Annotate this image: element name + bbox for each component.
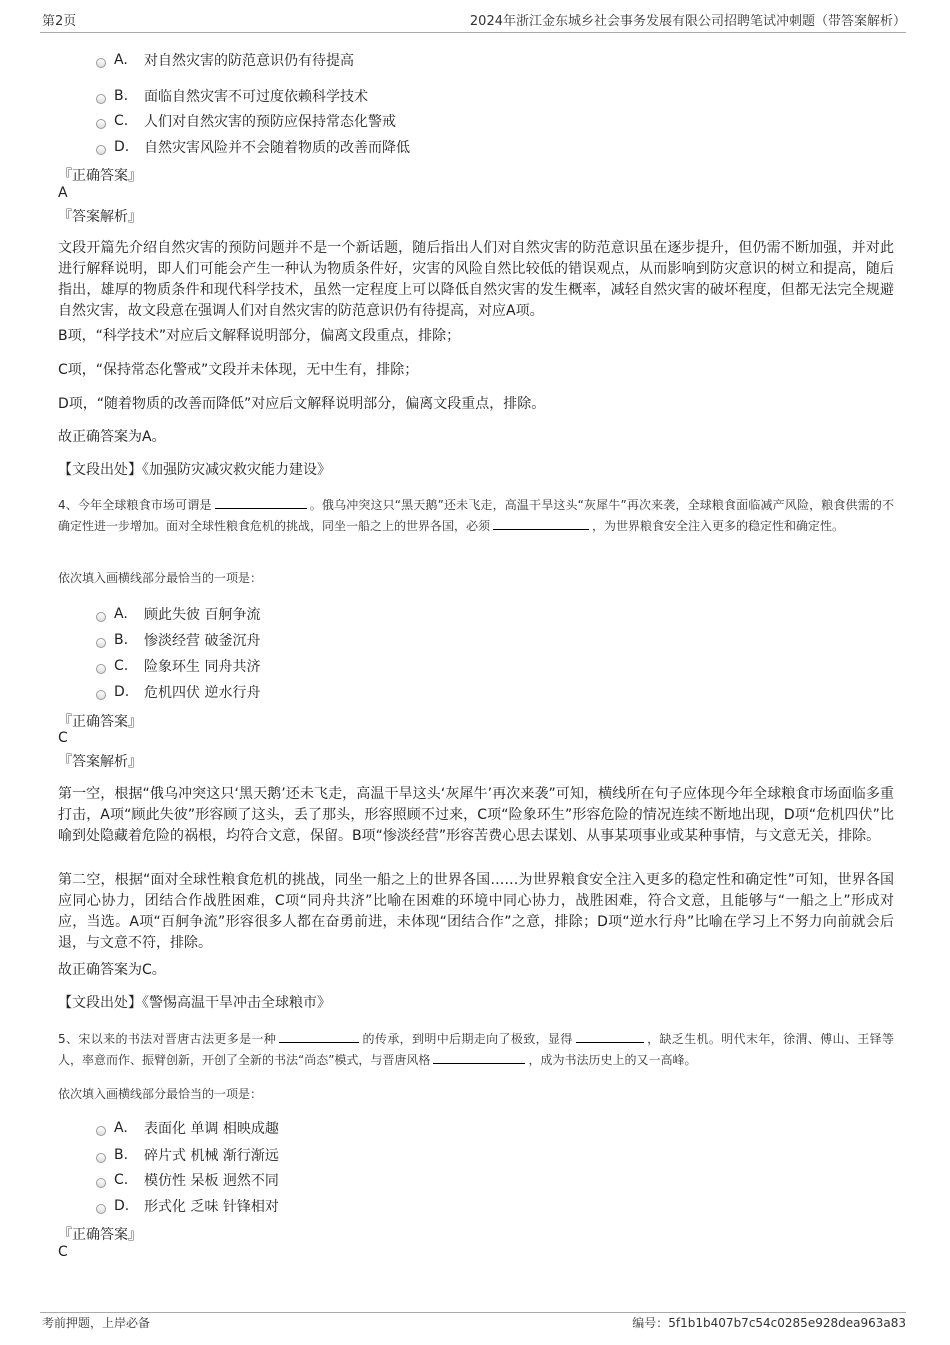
analysis-paragraph: C项，“保持常态化警戒”文段并未体现，无中生有，排除； <box>58 362 419 378</box>
answer-blank <box>433 1051 525 1064</box>
option-b[interactable] <box>96 86 368 106</box>
answer-blank <box>279 1030 359 1043</box>
option-c[interactable] <box>96 111 396 131</box>
option-text: 形式化 乏味 针锋相对 <box>144 1199 279 1215</box>
option-text: 顾此失彼 百舸争流 <box>144 607 261 623</box>
answer-blank <box>576 1030 644 1043</box>
analysis-label: 『答案解析』 <box>58 754 142 770</box>
option-d[interactable] <box>96 137 410 157</box>
document-title: 2024年浙江金东城乡社会事务发展有限公司招聘笔试冲刺题（带答案解析） <box>469 14 906 29</box>
stem-text: 。俄乌冲突这只“黑天鹅”还未飞走，高温干旱这头“灰犀牛”再次来袭，全球粮食面临减产风险，粮食供需的不确定性进一步增加。面对全球性粮食危机的挑战，同坐一船之上的世界各国，必须 <box>58 498 894 533</box>
analysis-paragraph: 第二空，根据“面对全球性粮食危机的挑战，同坐一船之上的世界各国……为世界粮食安全注入更多的稳定性和确定性”可知，世界各国应同心协力，团结合作战胜困难，C项“同舟共济”比喻在困难的环境中同心协力，战胜困难，符合文意，且能够与“一船之上”形成对应，当选。A项“百舸争流”形容很多人都在奋勇前进，未体现“团结合作”之意，排除；D项“逆水行舟”比喻在学习上不努力向前就会后退，与文意不符，排除。 <box>58 872 894 951</box>
option-text: 自然灾害风险并不会随着物质的改善而降低 <box>144 140 410 156</box>
radio-icon[interactable] <box>96 1126 106 1136</box>
option-text: 碎片式 机械 渐行渐远 <box>144 1148 279 1164</box>
analysis-paragraph: 第一空，根据“俄乌冲突这只‘黑天鹅’还未飞走，高温干旱这头‘灰犀牛’再次来袭”可知，横线所在句子应体现今年全球粮食市场面临多重打击，A项“顾此失彼”形容顾了这头，丢了那头，形容照顾不过来，C项“险象环生”形容危险的情况连续不断地出现，D项“危机四伏”比喻到处隐藏着危险的祸根，均符合文意，保留。B项“惨淡经营”形容苦费心思去谋划、从事某项事业或某种事情，与文意无关，排除。 <box>58 786 894 844</box>
radio-icon[interactable] <box>96 1204 106 1214</box>
stem-text: 5、宋以来的书法对晋唐古法更多是一种 <box>58 1032 277 1046</box>
option-key: C. <box>114 1172 129 1188</box>
option-key: B. <box>114 632 129 648</box>
option-key: B. <box>114 1147 129 1163</box>
footer-code <box>632 1314 906 1331</box>
option-d[interactable] <box>96 1196 279 1216</box>
option-b[interactable] <box>96 1145 279 1165</box>
question-5-stem <box>58 1029 894 1071</box>
radio-icon[interactable] <box>96 690 106 700</box>
option-key: D. <box>114 684 130 700</box>
source-citation: 【文段出处】《警惕高温干旱冲击全球粮市》 <box>58 995 331 1011</box>
radio-icon[interactable] <box>96 664 106 674</box>
analysis-paragraph: B项，“科学技术”对应后文解释说明部分，偏离文段重点，排除； <box>58 328 461 344</box>
option-a[interactable] <box>96 1118 279 1138</box>
stem-text: ，为世界粮食安全注入更多的稳定性和确定性。 <box>592 519 845 533</box>
radio-icon[interactable] <box>96 1178 106 1188</box>
option-text: 惨淡经营 破釜沉舟 <box>144 633 261 649</box>
option-text: 面临自然灾害不可过度依赖科学技术 <box>144 89 368 105</box>
option-text: 人们对自然灾害的预防应保持常态化警戒 <box>144 114 396 130</box>
question-4-stem <box>58 495 894 537</box>
correct-answer: A <box>58 185 68 201</box>
option-c[interactable] <box>96 1170 279 1190</box>
stem-text: 4、今年全球粮食市场可谓是 <box>58 498 212 512</box>
footer-divider <box>40 1312 906 1313</box>
stem-text: ，成为书法历史上的又一高峰。 <box>528 1053 697 1067</box>
option-key: C. <box>114 113 129 129</box>
option-text: 对自然灾害的防范意识仍有待提高 <box>144 53 354 69</box>
radio-icon[interactable] <box>96 612 106 622</box>
answer-blank <box>215 496 307 509</box>
option-text: 表面化 单调 相映成趣 <box>144 1121 279 1137</box>
analysis-paragraph: 文段开篇先介绍自然灾害的预防问题并不是一个新话题，随后指出人们对自然灾害的防范意识虽在逐步提升，但仍需不断加强，并对此进行解释说明，即人们可能会产生一种认为物质条件好，灾害的风险自然比较低的错误观点，从而影响到防灾意识的树立和提高，随后指出，雄厚的物质条件和现代科学技术，虽然一定程度上可以降低自然灾害的发生概率，减轻自然灾害的破坏程度，但都无法完全规避自然灾害，故文段意在强调人们对自然灾害的防范意识仍有待提高，对应A项。 <box>58 240 894 319</box>
option-b[interactable] <box>96 630 260 650</box>
correct-answer-label: 『正确答案』 <box>58 168 142 184</box>
correct-answer-label: 『正确答案』 <box>58 714 142 730</box>
analysis-conclusion: 故正确答案为C。 <box>58 962 166 978</box>
radio-icon[interactable] <box>96 638 106 648</box>
option-text: 险象环生 同舟共济 <box>144 659 261 675</box>
option-key: B. <box>114 88 129 104</box>
question-prompt: 依次填入画横线部分最恰当的一项是： <box>58 571 263 585</box>
code-label: 编号： <box>632 1316 669 1330</box>
question-prompt: 依次填入画横线部分最恰当的一项是： <box>58 1087 263 1101</box>
option-key: A. <box>114 52 128 68</box>
option-d[interactable] <box>96 682 260 702</box>
radio-icon[interactable] <box>96 58 106 68</box>
source-citation: 【文段出处】《加强防灾减灾救灾能力建设》 <box>58 462 331 478</box>
header-divider <box>40 32 906 33</box>
option-key: A. <box>114 1120 128 1136</box>
analysis-conclusion: 故正确答案为A。 <box>58 429 166 445</box>
stem-text: ，缺乏生机。明代末年，徐渭、傅山、王铎等人，率意而作、振臂创新，开创了全新的书法“尚态”模式，与晋唐风格 <box>58 1032 894 1067</box>
option-a[interactable] <box>96 50 354 70</box>
option-key: C. <box>114 658 129 674</box>
radio-icon[interactable] <box>96 1153 106 1163</box>
option-text: 危机四伏 逆水行舟 <box>144 685 261 701</box>
analysis-label: 『答案解析』 <box>58 209 142 225</box>
radio-icon[interactable] <box>96 119 106 129</box>
option-a[interactable] <box>96 604 260 624</box>
option-c[interactable] <box>96 656 260 676</box>
footer-slogan: 考前押题，上岸必备 <box>42 1316 151 1330</box>
option-key: D. <box>114 1198 130 1214</box>
correct-answer: C <box>58 730 68 746</box>
code-value: 5f1b1b407b7c54c0285e928dea963a83 <box>668 1316 906 1330</box>
option-key: D. <box>114 139 130 155</box>
radio-icon[interactable] <box>96 94 106 104</box>
correct-answer: C <box>58 1244 68 1260</box>
correct-answer-label: 『正确答案』 <box>58 1227 142 1243</box>
radio-icon[interactable] <box>96 145 106 155</box>
option-key: A. <box>114 606 128 622</box>
answer-blank <box>493 517 589 530</box>
analysis-paragraph: D项，“随着物质的改善而降低”对应后文解释说明部分，偏离文段重点，排除。 <box>58 396 546 412</box>
stem-text: 的传承，到明中后期走向了极致，显得 <box>362 1032 573 1046</box>
page-number: 第2页 <box>42 14 77 29</box>
option-text: 模仿性 呆板 迥然不同 <box>144 1173 279 1189</box>
